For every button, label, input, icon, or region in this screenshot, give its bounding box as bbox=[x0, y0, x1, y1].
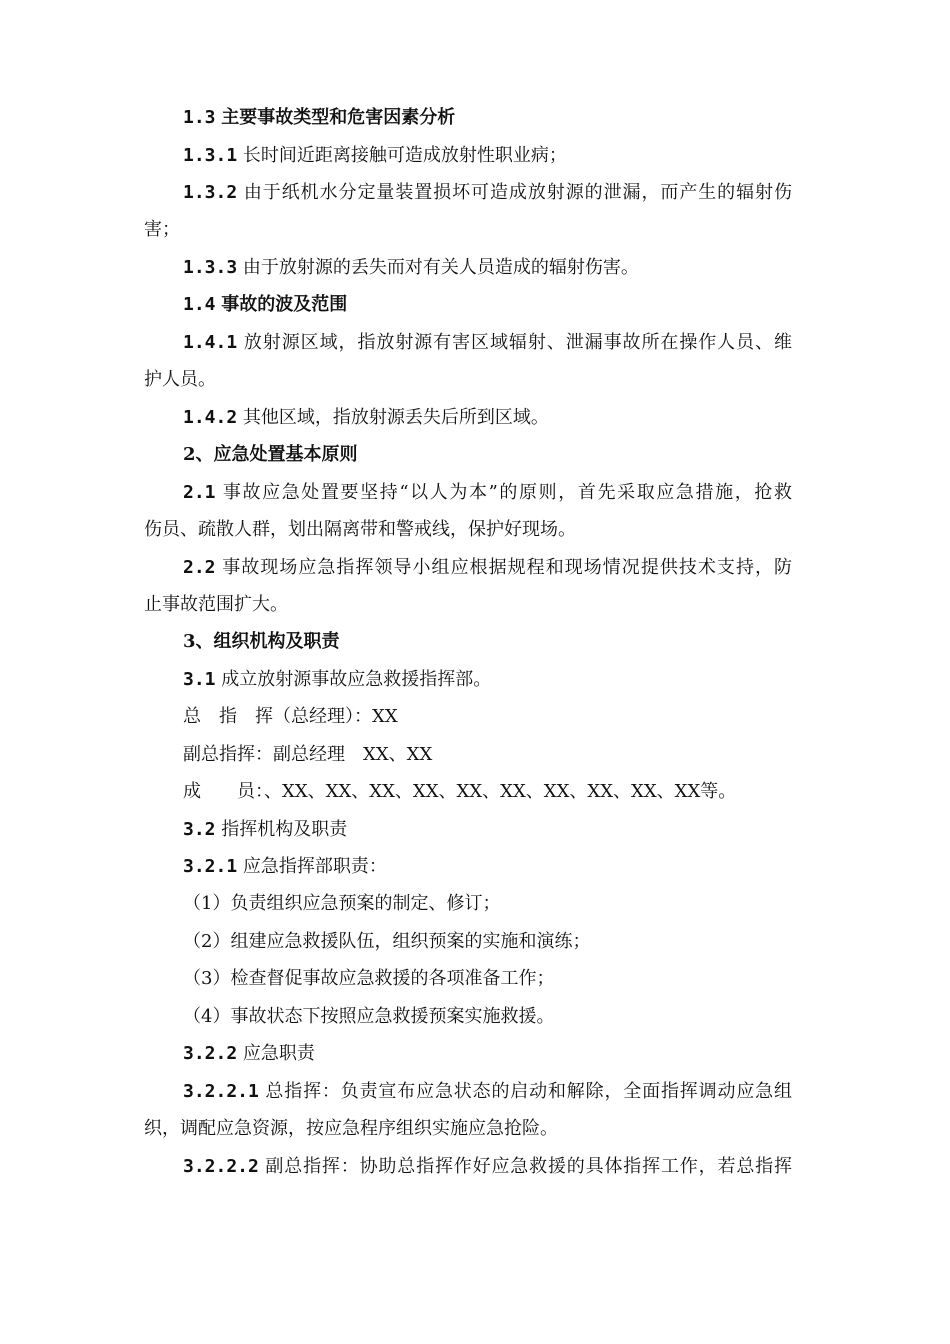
paragraph-1-3-1: 1.3.1 长时间近距离接触可造成放射性职业病； bbox=[183, 145, 567, 166]
commander-line: 总 指 挥（总经理）：XX bbox=[183, 706, 398, 727]
paragraph-2-1-line2: 伤员、疏散人群，划出隔离带和警戒线，保护好现场。 bbox=[144, 519, 576, 540]
section-heading-2: 2、应急处置基本原则 bbox=[183, 444, 358, 465]
paragraph-3-1: 3.1 成立放射源事故应急救援指挥部。 bbox=[183, 669, 492, 690]
section-heading-1-3: 1.3 主要事故类型和危害因素分析 bbox=[183, 107, 456, 128]
paragraph-1-4-2: 1.4.2 其他区域，指放射源丢失后所到区域。 bbox=[183, 407, 549, 428]
list-item: （1）负责组织应急预案的制定、修订； bbox=[183, 893, 501, 914]
paragraph-3-2-1: 3.2.1 应急指挥部职责： bbox=[183, 856, 387, 877]
paragraph-3-2: 3.2 指挥机构及职责 bbox=[183, 819, 348, 840]
list-item: （4）事故状态下按照应急救援预案实施救援。 bbox=[183, 1006, 555, 1027]
section-heading-3: 3、组织机构及职责 bbox=[183, 631, 340, 652]
paragraph-1-4-1-line2: 护人员。 bbox=[144, 369, 216, 390]
paragraph-3-2-2-1-line2: 织，调配应急资源，按应急程序组织实施应急抢险。 bbox=[144, 1118, 558, 1139]
paragraph-3-2-2-1-line1: 3.2.2.1 总指挥：负责宣布应急状态的启动和解除，全面指挥调动应急组 bbox=[183, 1081, 792, 1102]
paragraph-3-2-2-2-line1: 3.2.2.2 副总指挥：协助总指挥作好应急救援的具体指挥工作，若总指挥 bbox=[183, 1156, 792, 1177]
list-item: （2）组建应急救援队伍，组织预案的实施和演练； bbox=[183, 931, 591, 952]
paragraph-1-3-2-line2: 害； bbox=[144, 219, 180, 240]
deputy-commander-line: 副总指挥：副总经理 XX、XX bbox=[183, 744, 433, 765]
paragraph-1-3-2-line1: 1.3.2 由于纸机水分定量装置损坏可造成放射源的泄漏，而产生的辐射伤 bbox=[183, 182, 792, 203]
paragraph-1-4-1-line1: 1.4.1 放射源区域，指放射源有害区域辐射、泄漏事故所在操作人员、维 bbox=[183, 332, 792, 353]
paragraph-2-2-line2: 止事故范围扩大。 bbox=[144, 594, 288, 615]
paragraph-3-2-2: 3.2.2 应急职责 bbox=[183, 1043, 315, 1064]
section-heading-1-4: 1.4 事故的波及范围 bbox=[183, 294, 348, 315]
members-line: 成 员：、XX、XX、XX、XX、XX、XX、XX、XX、XX、XX等。 bbox=[183, 781, 737, 802]
paragraph-1-3-3: 1.3.3 由于放射源的丢失而对有关人员造成的辐射伤害。 bbox=[183, 257, 639, 278]
paragraph-2-2-line1: 2.2 事故现场应急指挥领导小组应根据规程和现场情况提供技术支持，防 bbox=[183, 557, 792, 578]
paragraph-2-1-line1: 2.1 事故应急处置要坚持“以人为本”的原则，首先采取应急措施，抢救 bbox=[183, 482, 792, 503]
list-item: （3）检查督促事故应急救援的各项准备工作； bbox=[183, 968, 555, 989]
